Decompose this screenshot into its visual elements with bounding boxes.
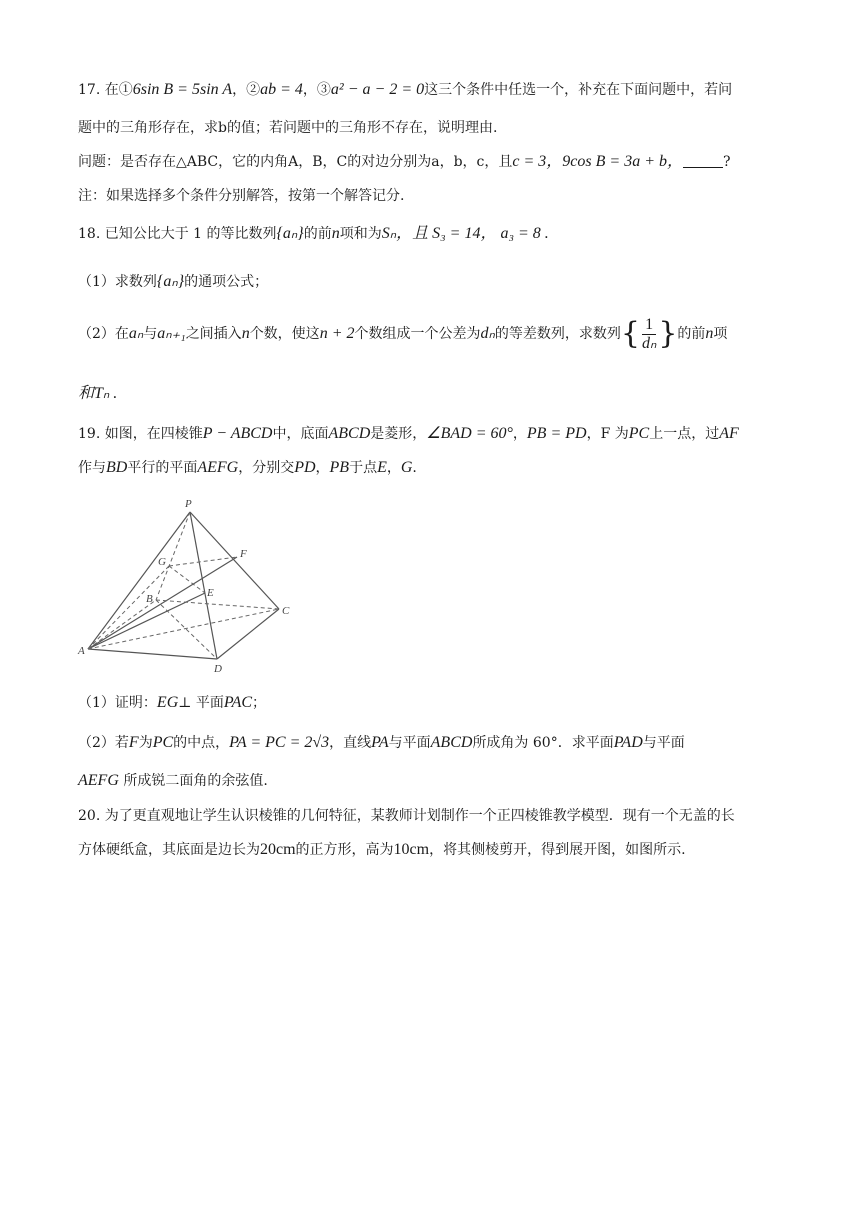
q19-line-2: 作与BD平行的平面AEFG，分别交PD，PB于点E，G. <box>78 459 417 476</box>
q17-condition-2: ab = 4 <box>260 81 303 98</box>
q17-note: 注：如果选择多个条件分别解答，按第一个解答记分. <box>78 188 405 204</box>
q17-condition-3: a² − a − 2 = 0 <box>330 81 425 98</box>
q20-line-1: 20. 为了更直观地让学生认识棱锥的几何特征，某教师计划制作一个正四棱锥教学模型．现有一个无盖的长 <box>78 808 735 824</box>
q19-line-1: 19. 如图，在四棱锥P − ABCD中，底面ABCD是菱形，∠BAD = 60°，PB = PD，F 为PC上一点，过AF <box>78 425 739 442</box>
label-G: G <box>158 556 166 568</box>
label-E: E <box>207 587 214 599</box>
edge-AD <box>88 649 217 659</box>
edge-PD <box>190 512 217 659</box>
q17-line-1: 17. 在①6sin B = 5sin A，②ab = 4，③a² − a − 2 = 0这三个条件中任选一个，补充在下面问题中，若问 <box>78 81 733 98</box>
edge-PA <box>88 512 190 649</box>
answer-blank <box>683 153 723 168</box>
label-B: B <box>146 593 153 605</box>
pyramid-figure <box>74 494 304 684</box>
q18-line-1: 18. 已知公比大于 1 的等比数列{aₙ}的前n项和为Sₙ，且 S₃ = 14， a₃ = 8 . <box>78 225 549 242</box>
diagonal-AC <box>88 609 279 649</box>
edge-DC <box>217 609 279 659</box>
q18-part-2-end: 和Tₙ . <box>78 385 118 402</box>
q19-part-1: （1）证明：EG⊥ 平面PAC； <box>78 694 267 711</box>
q18-part-2: （2）在aₙ与aₙ₊₁之间插入n个数，使这n + 2个数组成一个公差为dₙ的等差数列，求数列{ $\frac{1}{\text{dₙ}}$ }的前n项 <box>78 315 728 352</box>
segment-AF <box>88 557 237 649</box>
q18-part-1: （1）求数列{aₙ}的通项公式； <box>78 273 269 290</box>
edge-AB <box>88 600 156 649</box>
label-F: F <box>240 548 247 560</box>
q17-line-2: 题中的三角形存在，求b的值；若问题中的三角形不存在，说明理由. <box>78 120 498 136</box>
label-P: P <box>185 498 192 510</box>
q19-part-2: （2）若F为PC的中点，PA = PC = 2√3，直线PA与平面ABCD所成角为 60°．求平面PAD与平面 <box>78 734 685 751</box>
segment-AG <box>88 566 169 649</box>
q20-line-2: 方体硬纸盒，其底面是边长为20cm的正方形，高为10cm，将其侧棱剪开，得到展开图，如图所示. <box>78 841 686 858</box>
label-C: C <box>282 605 290 617</box>
segment-GF <box>169 557 237 566</box>
q17-condition-1: 6sin B = 5sin A <box>132 81 233 98</box>
fraction-1-over-dn: $\frac{1}{\text{dₙ}}$ <box>641 315 657 352</box>
label-D: D <box>214 663 222 675</box>
q17-line-3: 问题：是否存在△ABC，它的内角A，B，C的对边分别为a，b，c，且c = 3，9cos B = 3a + b， ? <box>78 153 731 170</box>
q19-part-2-end: AEFG 所成锐二面角的余弦值. <box>78 772 268 789</box>
label-A: A <box>78 645 85 657</box>
